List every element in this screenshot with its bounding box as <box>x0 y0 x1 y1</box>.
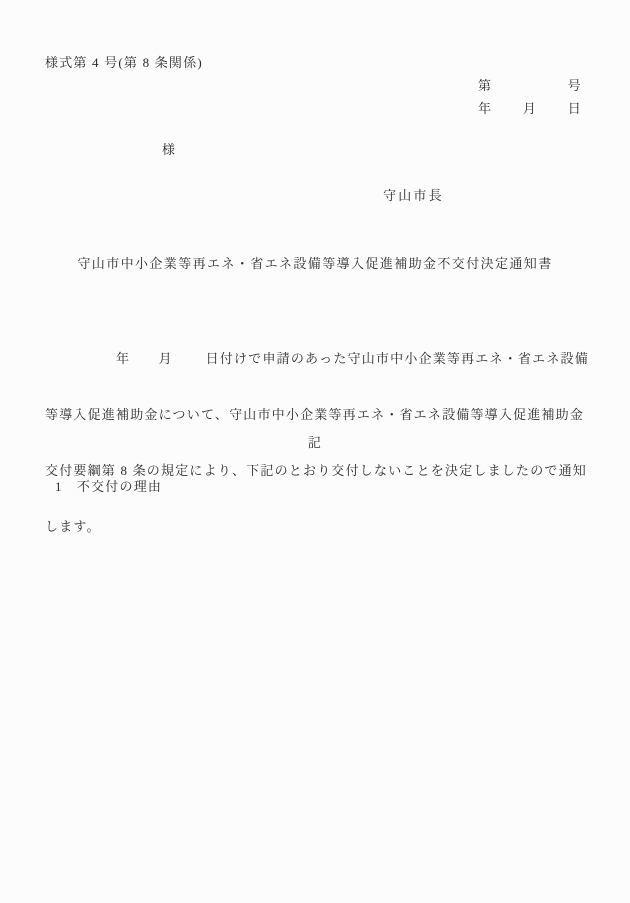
reason-heading: 1 不交付の理由 <box>55 479 163 494</box>
document-number-line <box>478 78 582 94</box>
form-number-label: 様式第 4 号(第 8 条関係) <box>45 55 203 70</box>
sender-title: 守山市長 <box>383 188 444 203</box>
body-line-4: します。 <box>45 518 101 534</box>
document-title: 守山市中小企業等再エネ・省エネ設備等導入促進補助金不交付決定通知書 <box>77 256 553 271</box>
body-line-1: 年 月 日付けで申請のあった守山市中小企業等再エネ・省エネ設備 <box>45 351 589 367</box>
date-line <box>478 101 582 117</box>
date-day-label: 日 <box>567 101 582 116</box>
body-line-2: 等導入促進補助金について、守山市中小企業等再エネ・省エネ設備等導入促進補助金 <box>45 406 585 422</box>
addressee-honorific: 様 <box>162 142 177 157</box>
document-number-prefix: 第 <box>478 78 493 93</box>
date-year-label: 年 <box>478 101 493 116</box>
document-number-suffix: 号 <box>567 78 582 93</box>
date-month-label: 月 <box>522 101 538 116</box>
body-line-3: 交付要綱第 8 条の規定により、下記のとおり交付しないことを決定しましたので通知 <box>45 462 588 478</box>
record-marker: 記 <box>307 435 323 450</box>
